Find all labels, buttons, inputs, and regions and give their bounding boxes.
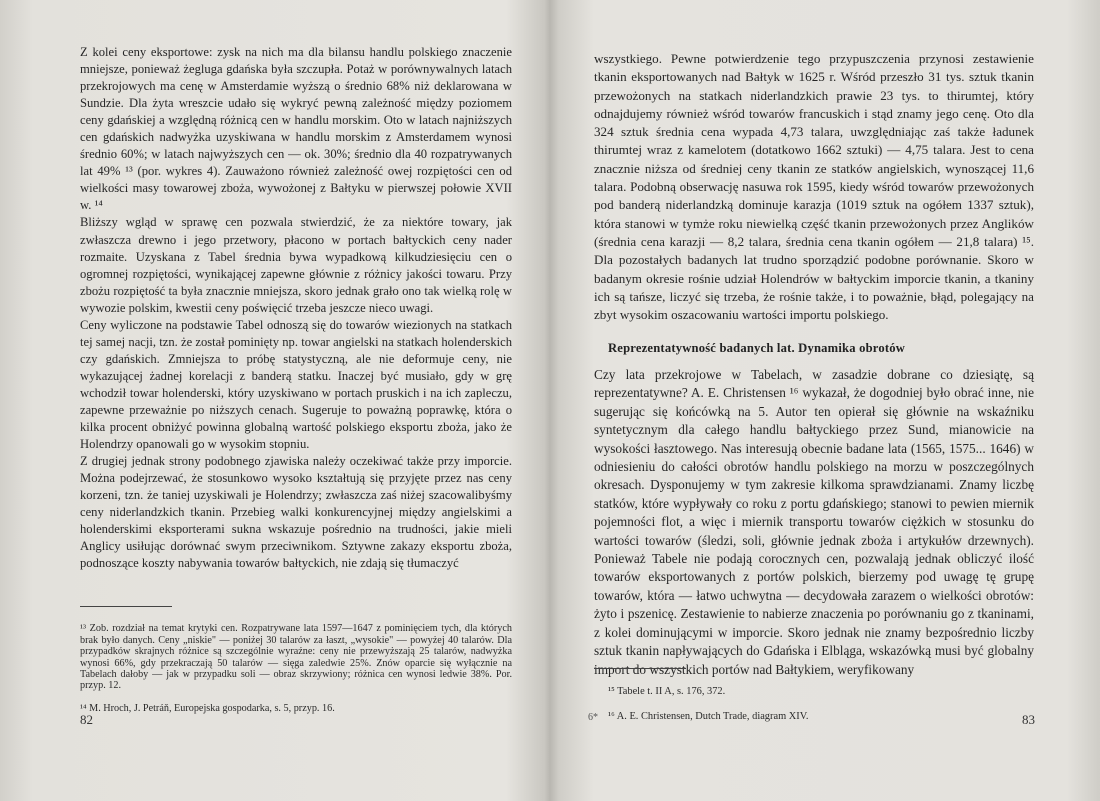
right-page-body-top: wszystkiego. Pewne potwierdzenie tego przypuszczenia przynosi zestawienie tkanin eksportowanych nad Bałtyk w 1625 r. Wśród przeszło 31 tys. sztuk tkanin przewożonych na statkach niderlandzkich prawie 23 tys. to thirumtej, który odnajdujemy również wśród towarów francuskich i stąd znamy jego cenę. Oto dla 324 sztuk średnia cena wypada 4,73 talara, uwzględniając zaś także ładunek thirumtej wraz z kamelotem (dotatkowo 1662 sztuki) — 4,75 talara. Jest to cena znacznie niższa od średniej ceny tkanin ze statków angielskich, wynoszącej 11,6 talara. Podobną obserwację nasuwa rok 1595, kiedy wśród towarów przewożonych pod banderą niderlandzką dominuje karazja (1019 sztuk na ogółem 1337 sztuk), która stanowi w tymże roku niewielką część tkanin przewożonych przez Anglików (średnia cena karazji — 8,2 talara, średnia cena tkanin ogółem — 21,8 talara) ¹⁵. Dla pozostałych badanych lat trudno sporządzić podobne porównanie. Skoro w badanym okresie rośnie udział Holendrów w bałtyckim imporcie tkanin, a tkaniny ich są tańsze, liczyć się trzeba, że rośnie także, i to poważnie, błąd, polegający na zbyt wysokim oszacowaniu wartości importu polskiego.: [594, 51, 1034, 323]
footnote-rule: [80, 606, 172, 607]
footnote-13: ¹³ Zob. rozdział na temat krytyki cen. Rozpatrywane lata 1597—1647 z pominięciem tych, dla których brak było danych. Ceny „niskie" — poniżej 30 talarów za łaszt, „wysokie" — powyżej 40 talarów. Dla przypadków skrajnych różnice są szczególnie wyraźne: ceny nie przewyższają 25 talarów, nadwyżka wynosi 66%, gdy przekraczają 50 talarów — sięga zaledwie 25%. Znów oparcie się wyłącznie na Tabelach dałoby — jak w przypadku soli — obraz skrzywiony; różnica cen wynosi ledwie 38%. Por. przyp. 12.: [80, 623, 512, 692]
footnote-16: ¹⁶ A. E. Christensen, Dutch Trade, diagram XIV.: [608, 711, 809, 723]
right-page-footnotes: [608, 674, 1028, 736]
section-heading: Reprezentatywność badanych lat. Dynamika obrotów: [608, 341, 906, 355]
footnote-14: ¹⁴ M. Hroch, J. Petráň, Europejska gospodarka, s. 5, przyp. 16.: [80, 703, 335, 715]
page-number: 82: [80, 712, 93, 727]
left-page-footnotes: [80, 612, 512, 726]
right-page-body-bottom: Czy lata przekrojowe w Tabelach, w zasadzie dobrane co dziesiątę, są reprezentatywne? A. E. Christensen ¹⁶ wykazał, że dogodniej było obrać inne, nie sugerując się końcówką na 5. Autor ten opierał się głównie na wskaźniku syntetycznym dla całego handlu bałtyckiego przez Sund, mianowicie na wysokości łasztowego. Nas interesują obecnie badane lata (1565, 1575... 1646) w odniesieniu do całości obrotów handlu polskiego na morzu w poszczególnych okresach. Dysponujemy w tym zakresie kilkoma sprawdzianami. Znamy liczbę statków, które wypływały co roku z portu gdańskiego; stanowi to pewien miernik pojemności flot, a więc i miernik transportu towarów ciężkich w stosunku do wartości towarów (śledzi, soli, głównie jednak zboża i artykułów drzewnych). Ponieważ Tabele nie podają corocznych cen, pozwalają jednak obliczyć ilość towarów eksportowanych z portów polskich, bierzemy pod uwagę tę grupę towarów, która — łatwo uchwytna — decydowała zarazem o wielkości obrotów: żyto i pszenicę. Zestawienie to nabierze znaczenia po porównaniu go z tkaninami, z kolei dominującymi w imporcie. Skoro jednak nie znamy bezpośrednio liczby sztuk tkanin napływających do Gdańska i Elbląga, wskazówką musi być globalny import do wszystkich portów nad Bałtykiem, weryfikowany: [594, 367, 1034, 677]
left-page: [0, 0, 545, 801]
right-page: [550, 0, 1100, 801]
page-number: 83: [1022, 712, 1035, 727]
left-page-body: Z kolei ceny eksportowe: zysk na nich ma dla bilansu handlu polskiego znaczenie mniejsze, ponieważ żegluga gdańska była szczupła. Potaż w porównywalnych latach przekrojowych ma cenę w Amsterdamie wyższą o średnio 68% niż deklarowana w Sundzie. Dla żyta wreszcie udało się wykryć pewną zależność między poziomem ceny gdańskiej a względną różnicą cen w handlu morskim. Oto w latach najniższych cen gdańskich nadwyżka uzyskiwana w handlu morskim z Amsterdamem wynosi średnio 60%; w latach najwyższych cen — ok. 30%; średnio dla 40 rozpatrywanych lat 49% ¹³ (por. wykres 4). Zauważono również zależność owej rozpiętości cen od wielkości masy towarowej zboża, wywożonej z Bałtyku w pierwszej połowie XVII w. ¹⁴ Bliższy wgląd w sprawę cen pozwala stwierdzić, że za niektóre towary, jak zwłaszcza drewno i jego przetwory, płacono w portach bałtyckich ceny nader rozmaite. Uzyskana z Tabel średnia bywa wypadkową kilkudziesięciu cen o ogromnej rozpiętości, wynikającej zapewne głównie z różnicy jakości towaru. Przy zbożu rozpiętość ta była znacznie mniejsza, skoro jednak grało ono tak wielką rolę w wywozie polskim, kwestii ceny poświęcić trzeba jeszcze nieco uwagi. Ceny wyliczone na podstawie Tabel odnoszą się do towarów wiezionych na statkach tej samej nacji, tzn. że został pominięty np. towar angielski na statkach holenderskich czy gdańskich. Zmniejsza to próbę statystyczną, ale nie deformuje ceny, nie wykazującej żadnej korelacji z banderą statku. Inaczej być musiało, gdy w grę wchodził towar holenderski, który uzyskiwano w portach pruskich i na ich zapleczu, zapewne przeważnie po niższych cenach. Sugeruje to poważną poprawkę, która o kilka procent obniżyć powinna globalną wartość polskiego eksportu zboża, jako że Holendrzy opanowali go w wysokim stopniu. Z drugiej jednak strony podobnego zjawiska należy oczekiwać także przy imporcie. Można podejrzewać, że stosunkowo wysoko kształtują się przyjęte przez nas ceny korzeni, tzn. że taniej uzyskiwali je Holendrzy; zwłaszcza zaś niżej szacowalibyśmy ceny niderlandzkich tkanin. Przebieg walki konkurencyjnej między angielskimi a holenderskimi eksporterami sukna wskazuje pośrednio na trudności, jakie mieli Anglicy usiłując dorównać swym przeciwnikom. Sztywne zakazy eksportu zboża, podnoszące koszty nabywania towarów bałtyckich, nie zdają się tłumaczyć: [80, 45, 512, 571]
footnote-15: ¹⁵ Tabele t. II A, s. 176, 372.: [608, 686, 726, 698]
footnote-rule: [594, 668, 686, 669]
signature-mark: 6*: [588, 712, 598, 723]
